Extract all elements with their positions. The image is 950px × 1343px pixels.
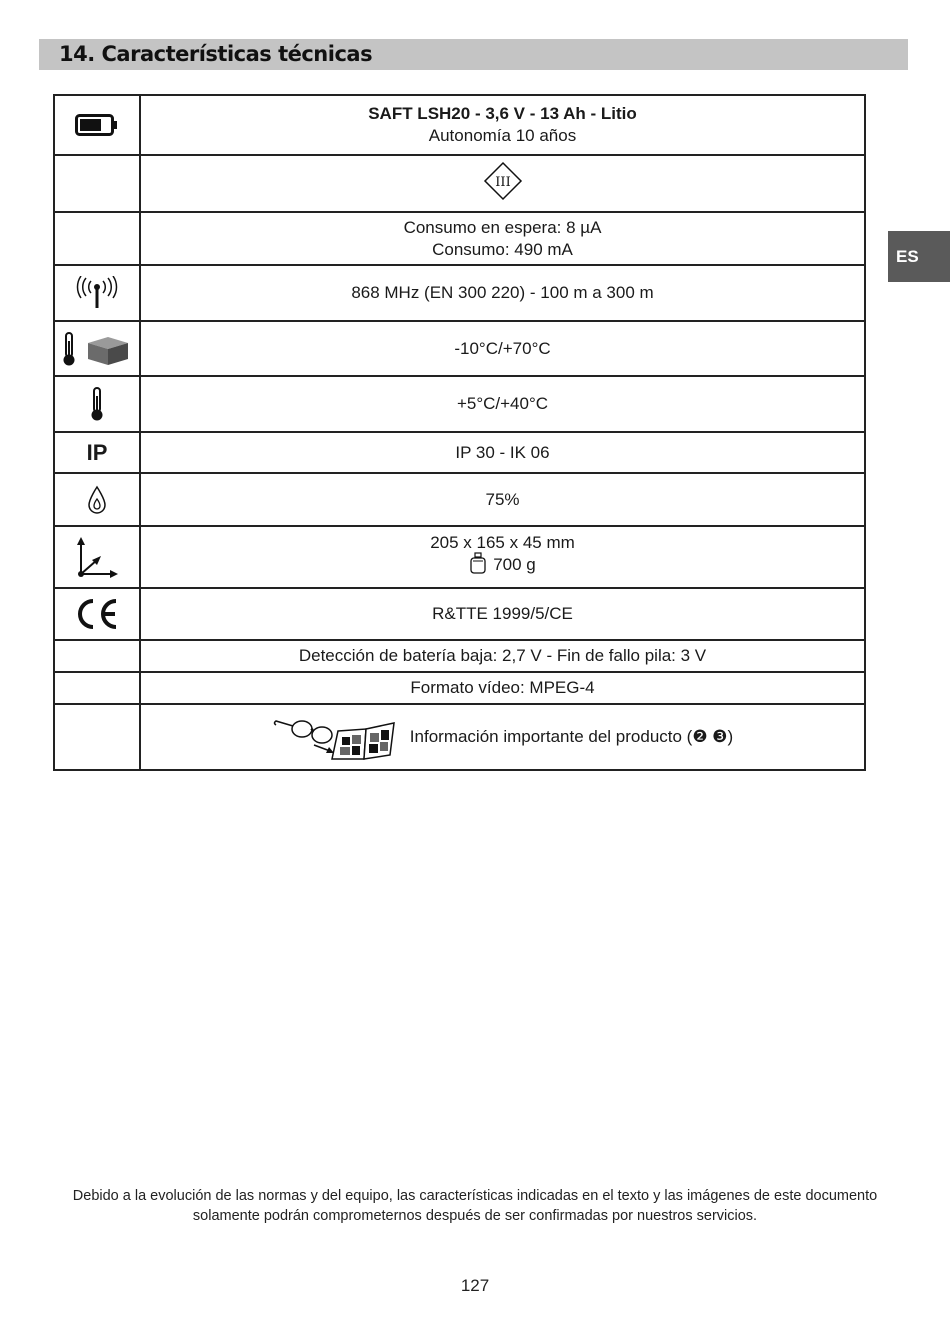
- class-iii-diamond-icon: [483, 161, 523, 201]
- radio-cell: [140, 265, 865, 321]
- consumption-cell: [140, 212, 865, 265]
- icon-cell: [54, 376, 140, 432]
- low-battery-cell: [140, 640, 865, 672]
- battery-autonomy: Autonomía 10 años: [428, 126, 577, 145]
- info-cell: [140, 704, 865, 770]
- icon-cell: [54, 640, 140, 672]
- table-row: [54, 265, 865, 321]
- weight-line: [469, 554, 536, 576]
- table-row: [54, 473, 865, 526]
- section-header: [39, 39, 908, 70]
- battery-cell: [140, 95, 865, 155]
- table-row: [54, 212, 865, 265]
- ce-mark-icon: [74, 597, 120, 631]
- section-title: 14. Características técnicas: [59, 42, 373, 66]
- icon-cell: [54, 588, 140, 640]
- class-cell: [140, 155, 865, 212]
- storage-temp-cell: [140, 321, 865, 376]
- icon-cell: [54, 704, 140, 770]
- glasses-manual-icon: [272, 713, 398, 761]
- table-row: [54, 321, 865, 376]
- antenna-icon: [75, 276, 119, 310]
- weight-icon: [469, 552, 487, 574]
- table-row: [54, 95, 865, 155]
- storage-temperature: -10°C/+70°C: [454, 338, 551, 358]
- icon-cell: [54, 432, 140, 473]
- table-row: [54, 672, 865, 704]
- ip-label: IP: [86, 439, 108, 465]
- table-row: [54, 526, 865, 588]
- axes-icon: [75, 536, 119, 578]
- operating-temp-cell: [140, 376, 865, 432]
- humidity-value: 75%: [485, 489, 520, 509]
- icon-cell: [54, 155, 140, 212]
- table-row: [54, 432, 865, 473]
- ce-cell: [140, 588, 865, 640]
- table-row: [54, 588, 865, 640]
- spec-table: [53, 94, 866, 771]
- page-number: 127: [460, 1276, 490, 1295]
- table-row: [54, 155, 865, 212]
- weight-value: 700 g: [493, 555, 536, 574]
- table-row: [54, 376, 865, 432]
- standby-consumption: Consumo en espera: 8 µA: [403, 217, 602, 237]
- table-row: [54, 640, 865, 672]
- info-line: [141, 713, 864, 761]
- icon-cell: [54, 212, 140, 265]
- info-text: Información importante del producto (❷ ❸): [409, 727, 734, 746]
- language-tab: [888, 231, 950, 282]
- dimensions-cell: [140, 526, 865, 588]
- ip-rating: IP 30 - IK 06: [455, 442, 550, 462]
- icon-cell: [54, 672, 140, 704]
- icon-cell: [54, 473, 140, 526]
- operating-temperature: +5°C/+40°C: [456, 394, 549, 413]
- video-format: Formato vídeo: MPEG-4: [410, 678, 595, 697]
- class-symbol-text: III: [494, 174, 511, 190]
- low-battery-detection: Detección de batería baja: 2,7 V - Fin de fallo pila: 3 V: [298, 646, 707, 665]
- radio-frequency: 868 MHz (EN 300 220) - 100 m a 300 m: [351, 283, 654, 302]
- ce-directive: R&TTE 1999/5/CE: [432, 604, 573, 623]
- active-consumption: Consumo: 490 mA: [432, 239, 573, 259]
- battery-icon: [75, 114, 119, 136]
- battery-spec: SAFT LSH20 - 3,6 V - 13 Ah - Litio: [368, 104, 637, 123]
- humidity-cell: [140, 473, 865, 526]
- drop-icon: [87, 485, 107, 515]
- language-tab-label: ES: [896, 247, 919, 266]
- icon-cell: [54, 265, 140, 321]
- thermometer-icon: [89, 386, 105, 422]
- thermometer-box-icon: [60, 331, 134, 367]
- disclaimer-note: Debido a la evolución de las normas y del equipo, las características indicadas en el texto y las imágenes de este documento solamente podrán comprometernos después de ser confirmadas por nuestros servicios.: [72, 1188, 878, 1224]
- icon-cell: [54, 321, 140, 376]
- ip-cell: [140, 432, 865, 473]
- icon-cell: [54, 95, 140, 155]
- icon-cell: [54, 526, 140, 588]
- video-cell: [140, 672, 865, 704]
- table-row: [54, 704, 865, 770]
- dimensions-value: 205 x 165 x 45 mm: [430, 533, 575, 552]
